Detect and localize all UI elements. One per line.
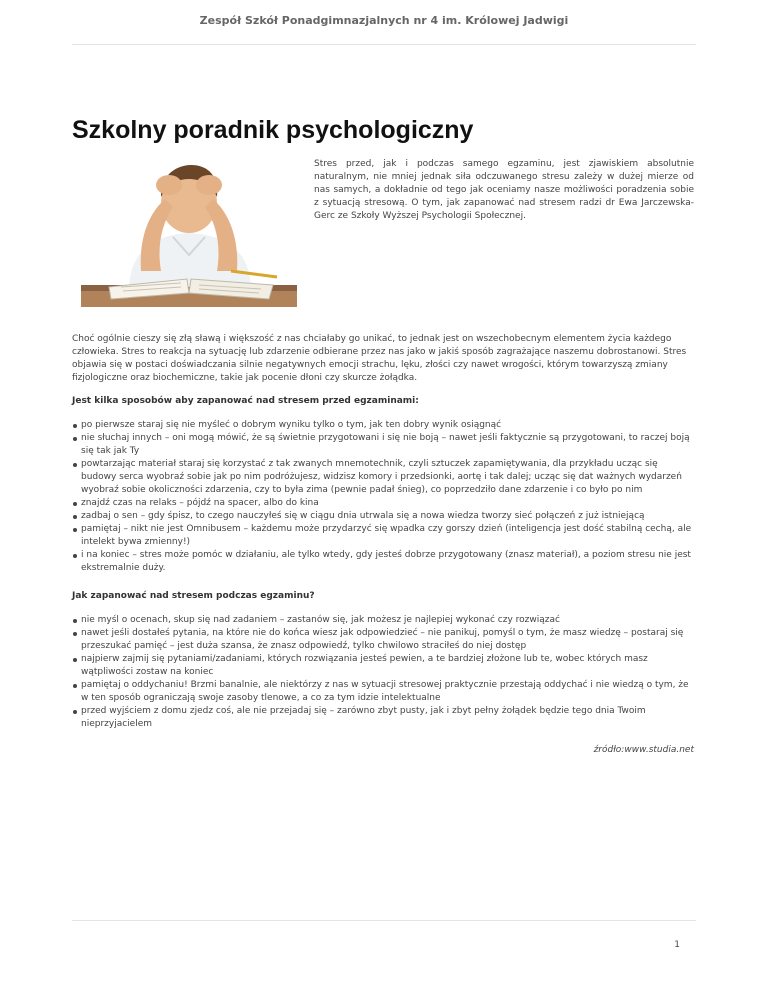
list-item: zadbaj o sen – gdy śpisz, to czego nauczyłeś się w ciągu dnia utrwala się a nowa wiedza tworzy sieć połączeń z już istniejącą: [72, 510, 694, 523]
section-heading-before-exam: Jest kilka sposobów aby zapanować nad stresem przed egzaminami:: [72, 396, 419, 406]
list-item: pamiętaj – nikt nie jest Omnibusem – każdemu może przydarzyć się wpadka czy gorszy dzień (inteligencja jest dość stabilną cechą, ale intelekt bywa zmienny!): [72, 523, 694, 549]
list-item: przed wyjściem z domu zjedz coś, ale nie przejadaj się – zarówno zbyt pusty, jak i zbyt pełny żołądek będzie tego dnia Twoim nieprzyjacielem: [72, 705, 694, 731]
tips-before-exam-list: [72, 419, 694, 575]
list-item: najpierw zajmij się pytaniami/zadaniami, których rozwiązania jesteś pewien, a te bardziej złożone lub te, wobec których masz wątpliwości zostaw na koniec: [72, 653, 694, 679]
source-citation: źródło:www.studia.net: [593, 745, 694, 755]
list-item: nie myśl o ocenach, skup się nad zadaniem – zastanów się, jak możesz je najlepiej wykonać czy rozwiązać: [72, 614, 694, 627]
list-item: po pierwsze staraj się nie myśleć o dobrym wyniku tylko o tym, jak ten dobry wynik osiągnąć: [72, 419, 694, 432]
header-divider: [72, 44, 696, 45]
page-title: Szkolny poradnik psychologiczny: [72, 116, 474, 144]
list-item: nie słuchaj innych – oni mogą mówić, że są świetnie przygotowani i się nie boją – nawet jeśli faktycznie są przygotowani, to raczej boją się tak jak Ty: [72, 432, 694, 458]
tips-during-exam-list: [72, 614, 694, 731]
page-header: Zespół Szkół Ponadgimnazjalnych nr 4 im. Królowej Jadwigi: [199, 14, 569, 27]
list-item: i na koniec – stres może pomóc w działaniu, ale tylko wtedy, gdy jesteś dobrze przygotowany (znasz materiał), a poziom stresu nie jest ekstremalnie duży.: [72, 549, 694, 575]
list-item: powtarzając materiał staraj się korzystać z tak zwanych mnemotechnik, czyli sztuczek zapamiętywania, dla przykładu ucząc się budowy serca wyobraź sobie jak po nim podróżujesz, widzisz komory i przedsionki, aortę i tak dalej; ucząc się dat ważnych wydarzeń wyobraź sobie okoliczności zdarzenia, czy to była zima (pewnie padał śnieg), co poprzedziło dane zdarzenie i co było po nim: [72, 458, 694, 497]
list-item: nawet jeśli dostałeś pytania, na które nie do końca wiesz jak odpowiedzieć – nie panikuj, pomyśl o tym, że masz wiedzę – postaraj się przeszukać pamięć – jest duża szansa, że znasz odpowiedź, tylko chwilowo straciłeś do niej dostęp: [72, 627, 694, 653]
body-paragraph: Choć ogólnie cieszy się złą sławą i większość z nas chciałaby go unikać, to jednak jest on wszechobecnym elementem życia każdego człowieka. Stres to reakcja na sytuację lub zdarzenie odbierane przez nas jako w jakiś sposób zagrażające naszemu dobrostanowi. Stres objawia się w postaci doświadczania silnie negatywnych emocji strachu, lęku, złości czy nawet wrogości, którym towarzyszą zmiany fizjologiczne oraz biochemiczne, takie jak pocenie dłoni czy skurcze żołądka.: [72, 334, 687, 383]
stressed-student-photo: [81, 159, 297, 307]
list-item: znajdź czas na relaks – pójdź na spacer, albo do kina: [72, 497, 694, 510]
intro-paragraph: Stres przed, jak i podczas samego egzaminu, jest zjawiskiem absolutnie naturalnym, nie mniej jednak siła odczuwanego stresu zależy w dużej mierze od nas samych, a dokładnie od tego jak oceniamy nasze możliwości poradzenia sobie z sytuacją stresową. O tym, jak zapanować nad stresem radzi dr Ewa Jarczewska-Gerc ze Szkoły Wyższej Psychologii Społecznej.: [314, 159, 694, 221]
section-heading-during-exam: Jak zapanować nad stresem podczas egzaminu?: [72, 591, 315, 601]
list-item: pamiętaj o oddychaniu! Brzmi banalnie, ale niektórzy z nas w sytuacji stresowej praktycznie przestają oddychać i nie wiedzą o tym, że w ten sposób ograniczają swoje zasoby tlenowe, a co za tym idzie intelektualne: [72, 679, 694, 705]
footer-divider: [72, 920, 696, 921]
page-number: 1: [674, 940, 680, 950]
